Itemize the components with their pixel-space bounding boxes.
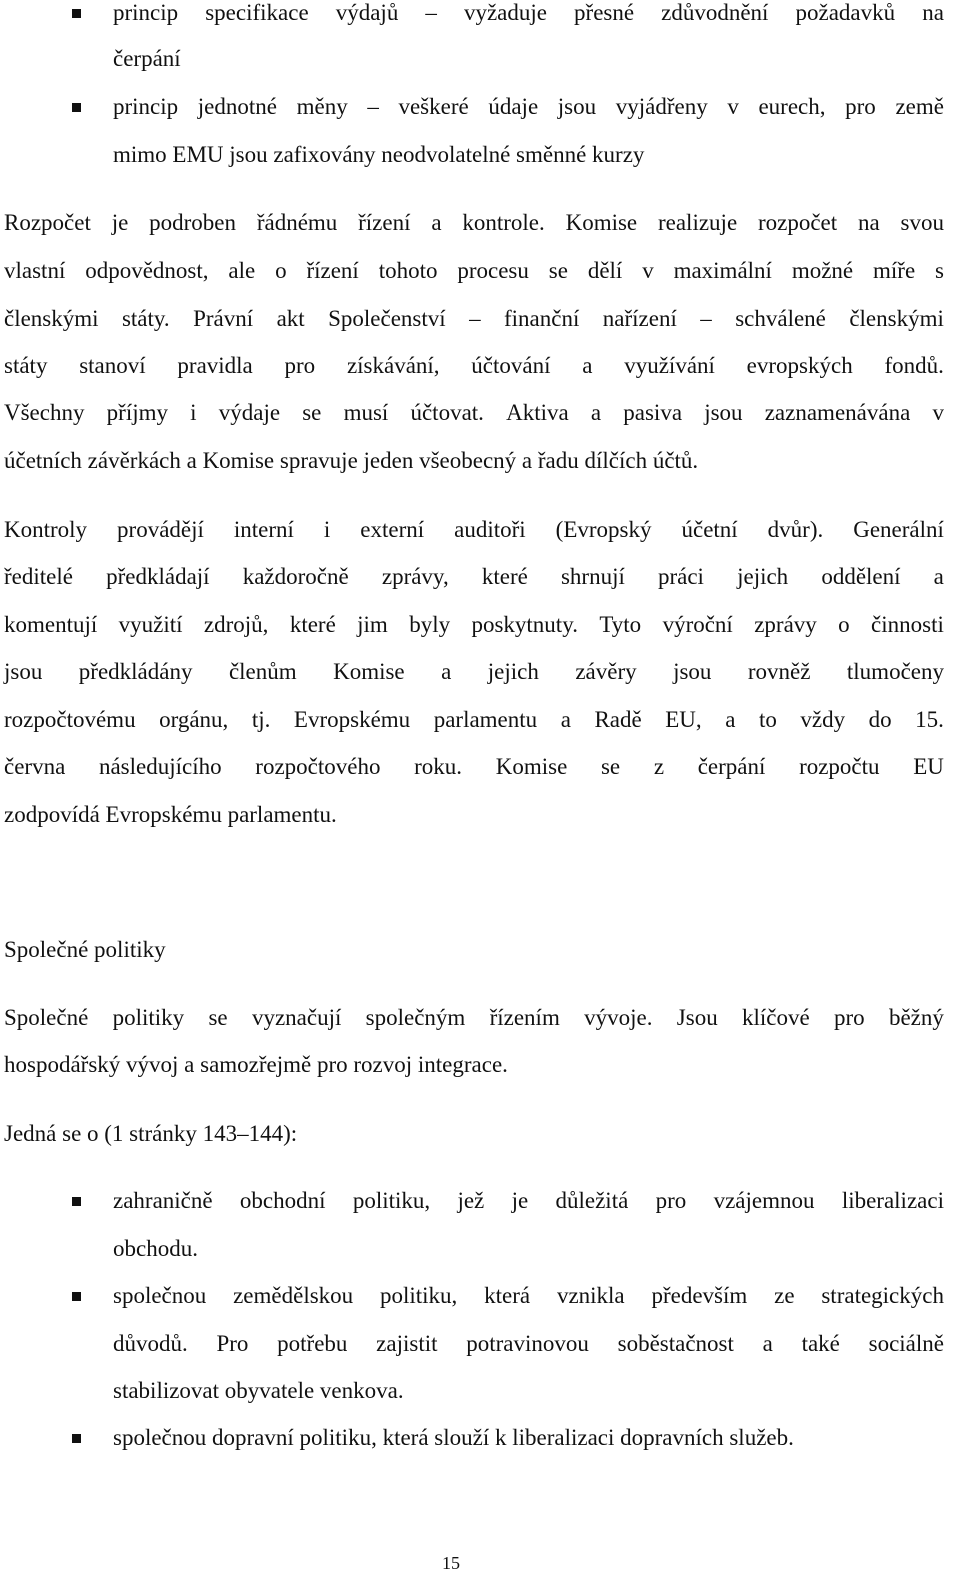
word: jejich <box>737 564 789 589</box>
paragraph-line <box>4 752 944 782</box>
word: komentují <box>4 612 98 637</box>
word: Komise <box>333 659 405 684</box>
paragraph-line <box>4 351 944 381</box>
word: rozpočtu <box>799 754 880 779</box>
word: je <box>511 1188 529 1213</box>
word: vlastní <box>4 258 66 283</box>
word: práci <box>657 564 704 589</box>
word: také <box>801 1331 840 1356</box>
word: politiky <box>112 1005 185 1030</box>
word: Komise <box>495 754 568 779</box>
word: i <box>323 517 331 542</box>
word: se <box>208 1005 228 1030</box>
word: a <box>762 1331 773 1356</box>
word: vždy <box>800 707 846 732</box>
bullet-marker <box>72 1292 81 1301</box>
word: shrnují <box>560 564 625 589</box>
bullet-text-line <box>113 0 944 28</box>
word: údaje <box>488 94 539 119</box>
word: řízením <box>489 1005 560 1030</box>
word: (Evropský <box>555 517 652 542</box>
word: jednotné <box>197 94 277 119</box>
word: řádnému <box>256 210 338 235</box>
word: pro <box>845 94 876 119</box>
word: účtovat. <box>410 400 484 425</box>
word: poskytnuty. <box>471 612 578 637</box>
paragraph-line <box>4 515 944 545</box>
word: se <box>548 258 568 283</box>
word: externí <box>360 517 425 542</box>
word: auditoři <box>454 517 526 542</box>
word: výroční <box>662 612 733 637</box>
word: o <box>275 258 287 283</box>
word: obchodní <box>239 1188 326 1213</box>
word: členskými <box>849 306 944 331</box>
word: jež <box>457 1188 485 1213</box>
word: evropských <box>746 353 853 378</box>
paragraph-line <box>4 610 944 640</box>
word: nařízení <box>602 306 677 331</box>
word: účtování <box>471 353 551 378</box>
word: Aktiva <box>506 400 569 425</box>
word: společnou <box>113 1283 207 1308</box>
word: činnosti <box>871 612 944 637</box>
word: jejich <box>487 659 539 684</box>
word: oddělení <box>821 564 901 589</box>
word: závěry <box>575 659 637 684</box>
word: společným <box>365 1005 466 1030</box>
word: liberalizaci <box>841 1188 944 1213</box>
word: která <box>484 1283 531 1308</box>
word: potravinovou <box>466 1331 589 1356</box>
word: Komise <box>565 210 638 235</box>
word: vzájemnou <box>713 1188 815 1213</box>
word: jim <box>357 612 388 637</box>
word: EU, <box>665 707 702 732</box>
word: a <box>441 659 452 684</box>
word: se <box>302 400 322 425</box>
word: rovněž <box>747 659 811 684</box>
word: pasiva <box>623 400 683 425</box>
word: června <box>4 754 66 779</box>
word: princip <box>113 94 179 119</box>
word: Radě <box>594 707 642 732</box>
word: jsou <box>557 94 597 119</box>
word: o <box>838 612 850 637</box>
bullet-text-line: obchodu. <box>113 1236 198 1261</box>
word: vyjádřeny <box>615 94 708 119</box>
word: země <box>895 94 944 119</box>
bullet-text-line: mimo EMU jsou zafixovány neodvolatelné směnné kurzy <box>113 142 645 167</box>
word: v <box>932 400 944 425</box>
word: – <box>425 0 437 25</box>
bullet-text-line: společnou dopravní politiku, která slouží k liberalizaci dopravních služeb. <box>113 1425 794 1450</box>
word: míře <box>873 258 916 283</box>
word: potřebu <box>277 1331 348 1356</box>
word: rozpočtovému <box>4 707 136 732</box>
word: interní <box>233 517 294 542</box>
word: předkládány <box>78 659 193 684</box>
word: zdrojů, <box>203 612 269 637</box>
word: a <box>590 400 602 425</box>
word: se <box>600 754 621 779</box>
word: zprávy, <box>381 564 449 589</box>
word: Společenství <box>328 306 446 331</box>
word: specifikace <box>205 0 309 25</box>
paragraph-line <box>4 1003 944 1033</box>
word: – <box>367 94 379 119</box>
page-number: 15 <box>442 1553 460 1573</box>
word: EU <box>913 754 944 779</box>
word: zajistit <box>376 1331 438 1356</box>
word: členům <box>228 659 297 684</box>
word: orgánu, <box>159 707 229 732</box>
word: – <box>469 306 481 331</box>
word: akt <box>276 306 305 331</box>
bullet-marker <box>72 1434 81 1443</box>
word: které <box>481 564 528 589</box>
word: a <box>725 707 736 732</box>
word: čerpání <box>697 754 766 779</box>
word: běžný <box>888 1005 944 1030</box>
word: vyžaduje <box>463 0 547 25</box>
word: následujícího <box>98 754 222 779</box>
word: podroben <box>149 210 236 235</box>
word: a <box>582 353 593 378</box>
word: vyznačují <box>251 1005 342 1030</box>
word: schválené <box>735 306 826 331</box>
word: stanoví <box>79 353 146 378</box>
paragraph-line: účetních závěrkách a Komise spravuje jeden všeobecný a řadu dílčích účtů. <box>4 448 699 473</box>
word: zprávy <box>754 612 817 637</box>
word: důvodů. <box>113 1331 188 1356</box>
word: musí <box>343 400 389 425</box>
word: Kontroly <box>4 517 88 542</box>
word: eurech, <box>758 94 826 119</box>
word: příjmy <box>106 400 168 425</box>
word: přesné <box>574 0 635 25</box>
bullet-text-line: stabilizovat obyvatele venkova. <box>113 1378 404 1403</box>
word: řízení <box>306 258 359 283</box>
word: 15. <box>915 707 944 732</box>
word: politiku, <box>380 1283 458 1308</box>
word: politiku, <box>352 1188 431 1213</box>
word: tlumočeny <box>846 659 944 684</box>
word: požadavků <box>795 0 896 25</box>
word: veškeré <box>398 94 469 119</box>
word: pro <box>655 1188 687 1213</box>
word: které <box>289 612 336 637</box>
word: na <box>858 210 880 235</box>
word: Generální <box>853 517 944 542</box>
word: pravidla <box>177 353 253 378</box>
bullet-text-line <box>113 1186 944 1216</box>
word: každoročně <box>242 564 349 589</box>
word: i <box>190 400 197 425</box>
paragraph-line <box>4 562 944 592</box>
word: členskými <box>4 306 99 331</box>
word: jsou <box>4 659 43 684</box>
word: rozpočtového <box>255 754 381 779</box>
paragraph-line: zodpovídá Evropskému parlamentu. <box>4 802 337 827</box>
word: je <box>111 210 129 235</box>
bullet-text-line <box>113 1281 944 1311</box>
word: Rozpočet <box>4 210 91 235</box>
word: zahraničně <box>113 1188 213 1213</box>
word: odpovědnost, <box>85 258 209 283</box>
word: kontrole. <box>462 210 545 235</box>
word: sociálně <box>868 1331 944 1356</box>
word: parlamentu <box>433 707 538 732</box>
word: jsou <box>704 400 743 425</box>
word: výdajů <box>335 0 399 25</box>
word: v <box>727 94 739 119</box>
paragraph-line <box>4 398 944 428</box>
paragraph-line <box>4 657 944 687</box>
word: na <box>922 0 944 25</box>
word: – <box>700 306 712 331</box>
paragraph-line: hospodářský vývoj a samozřejmě pro rozvoj integrace. <box>4 1052 508 1077</box>
word: výdaje <box>218 400 281 425</box>
word: do <box>868 707 892 732</box>
word: finanční <box>504 306 580 331</box>
word: pro <box>284 353 316 378</box>
word: využití <box>118 612 183 637</box>
bullet-text-line: čerpání <box>113 46 181 71</box>
word: strategických <box>821 1283 944 1308</box>
bullet-marker <box>72 1197 81 1206</box>
word: pro <box>834 1005 865 1030</box>
paragraph-line <box>4 705 944 735</box>
word: Právní <box>193 306 254 331</box>
word: tj. <box>251 707 271 732</box>
bullet-text-line <box>113 1329 944 1359</box>
word: maximální <box>673 258 772 283</box>
word: získávání, <box>346 353 440 378</box>
word: z <box>653 754 665 779</box>
word: a <box>933 564 944 589</box>
word: dělí <box>587 258 623 283</box>
word: vznikla <box>556 1283 625 1308</box>
word: procesu <box>457 258 529 283</box>
word: řízení <box>358 210 411 235</box>
word: měny <box>296 94 348 119</box>
word: provádějí <box>117 517 204 542</box>
word: s <box>935 258 944 283</box>
list-intro: Jedná se o (1 stránky 143–144): <box>4 1121 298 1146</box>
word: byly <box>409 612 451 637</box>
word: Jsou <box>676 1005 718 1030</box>
word: účetní <box>681 517 738 542</box>
bullet-text-line <box>113 92 944 122</box>
word: tohoto <box>378 258 438 283</box>
word: klíčové <box>742 1005 810 1030</box>
bullet-marker <box>72 9 81 18</box>
word: Společné <box>4 1005 89 1030</box>
word: svou <box>900 210 944 235</box>
word: realizuje <box>657 210 738 235</box>
word: princip <box>113 0 179 25</box>
word: zdůvodnění <box>661 0 769 25</box>
word: rozpočet <box>757 210 838 235</box>
paragraph-line <box>4 304 944 334</box>
word: v <box>642 258 654 283</box>
word: ze <box>774 1283 795 1308</box>
word: Tyto <box>599 612 642 637</box>
word: zaznamenávána <box>764 400 911 425</box>
word: a <box>560 707 571 732</box>
word: fondů. <box>884 353 944 378</box>
word: ředitelé <box>4 564 73 589</box>
section-heading: Společné politiky <box>4 937 166 962</box>
bullet-marker <box>72 103 81 112</box>
word: důležitá <box>555 1188 629 1213</box>
word: využívání <box>624 353 715 378</box>
word: jsou <box>673 659 712 684</box>
word: a <box>431 210 442 235</box>
word: dvůr). <box>767 517 824 542</box>
word: státy. <box>121 306 170 331</box>
word: předkládají <box>106 564 210 589</box>
paragraph-line <box>4 256 944 286</box>
word: zemědělskou <box>233 1283 354 1308</box>
word: vývoje. <box>584 1005 653 1030</box>
word: Všechny <box>4 400 85 425</box>
word: soběstačnost <box>617 1331 734 1356</box>
word: roku. <box>414 754 463 779</box>
word: především <box>651 1283 748 1308</box>
word: ale <box>228 258 256 283</box>
paragraph-line <box>4 208 944 238</box>
word: Evropskému <box>293 707 411 732</box>
word: Pro <box>216 1331 249 1356</box>
word: státy <box>4 353 48 378</box>
word: možné <box>791 258 854 283</box>
word: to <box>758 707 777 732</box>
